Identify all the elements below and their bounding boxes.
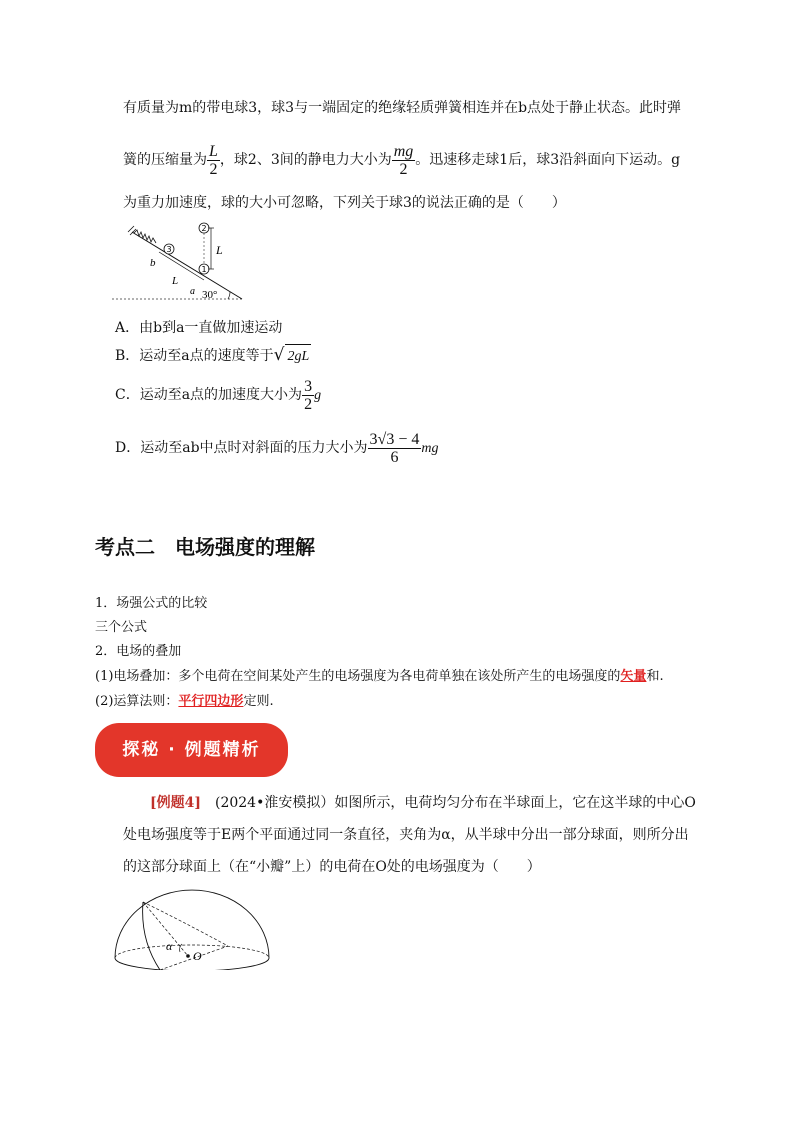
option-c[interactable]: C．运动至a点的加速度大小为 $\frac{3}{2}$ g xyxy=(115,377,322,413)
angle-label: 30° xyxy=(202,289,218,301)
incline-figure xyxy=(110,218,250,308)
note-5: (2)运算法则：平行四边形定则. xyxy=(95,694,274,709)
sqrt-2gl: 2gL xyxy=(285,344,311,369)
ball-2-label: 2 xyxy=(201,224,207,233)
problem-line-3: 为重力加速度，球的大小可忽略，下列关于球3的说法正确的是（ ） xyxy=(123,195,566,211)
ball-3-label: 3 xyxy=(166,245,172,254)
example-tag: [例题4] xyxy=(150,795,201,811)
note-1: 1．场强公式的比较 xyxy=(95,596,208,611)
example-banner: 探秘 · 例题精析 xyxy=(95,723,288,777)
option-d[interactable]: D．运动至ab中点时对斜面的压力大小为 $\frac{3√3 - 4}{6}$ mg xyxy=(115,430,439,466)
label-a: a xyxy=(190,286,195,297)
option-b[interactable]: B．运动至a点的速度等于√ 2gL xyxy=(115,343,311,369)
option-a[interactable]: A．由b到a一直做加速运动 xyxy=(115,320,283,336)
note-4: (1)电场叠加：多个电荷在空间某处产生的电场强度为各电荷单独在该处所产生的电场强度的矢量和. xyxy=(95,669,664,684)
label-l-vertical: L xyxy=(216,243,223,257)
note-3: 2．电场的叠加 xyxy=(95,644,182,659)
problem-line-2: 簧的压缩量为 $\frac{L}{2}$ ，球2、3间的静电力大小为 $\frac{mg}{2}$ 。迅速移走球1后，球3沿斜面向下运动。g xyxy=(123,142,681,178)
section-title: 考点二 电场强度的理解 xyxy=(95,535,315,559)
ball-1-label: 1 xyxy=(201,265,207,274)
example-line-1: [例题4] (2024•淮安模拟）如图所示，电荷均匀分布在半球面上，它在这半球的中心O xyxy=(150,795,696,811)
highlight-vector: 矢量 xyxy=(620,669,647,684)
fraction-3-over-2: $\frac{3}{2}$ xyxy=(304,377,313,413)
example-line-2: 处电场强度等于E两个平面通过同一条直径，夹角为α，从半球中分出一部分球面，则所分出 xyxy=(123,827,689,843)
highlight-parallelogram: 平行四边形 xyxy=(178,694,244,709)
label-b: b xyxy=(150,257,156,269)
fraction-d: $\frac{3√3 - 4}{6}$ xyxy=(369,430,420,466)
center-point xyxy=(186,954,190,958)
note-2: 三个公式 xyxy=(95,620,148,635)
example-line-3: 的这部分球面上（在“小瓣”上）的电荷在O处的电场强度为（ ） xyxy=(123,859,541,875)
fraction-l-over-2: $\frac{L}{2}$ xyxy=(209,142,218,178)
fraction-mg-over-2: $\frac{mg}{2}$ xyxy=(393,142,414,178)
alpha-label: α xyxy=(166,939,173,953)
label-l-slope: L xyxy=(172,275,179,287)
hemisphere-figure xyxy=(110,880,275,970)
problem-line-1: 有质量为m的带电球3，球3与一端固定的绝缘轻质弹簧相连并在b点处于静止状态。此时弹 xyxy=(123,100,682,116)
center-label: O xyxy=(193,949,202,963)
